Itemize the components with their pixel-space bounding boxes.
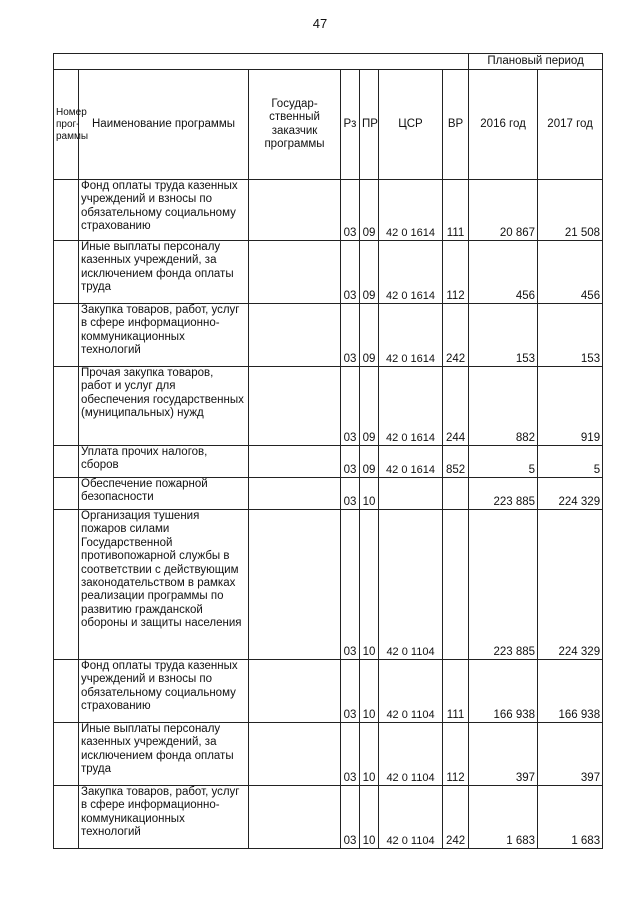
program-number-cell <box>54 180 79 241</box>
row-amount-2017: 166 938 <box>538 660 603 723</box>
row-amount-2017: 21 508 <box>538 180 603 241</box>
customer-cell <box>249 241 341 304</box>
row-pr: 09 <box>360 367 379 446</box>
row-amount-2016: 1 683 <box>469 786 538 849</box>
row-amount-2017: 224 329 <box>538 478 603 510</box>
table-row <box>54 446 603 478</box>
row-amount-2017: 397 <box>538 723 603 786</box>
program-number-cell <box>54 478 79 510</box>
header-rz: Рз <box>341 70 360 180</box>
budget-table <box>53 53 603 849</box>
row-pr: 10 <box>360 660 379 723</box>
row-name: Иные выплаты персоналу казенных учреждений, за исключением фонда оплаты труда <box>79 241 249 304</box>
row-csr: 42 0 1614 <box>379 241 443 304</box>
row-name: Фонд оплаты труда казенных учреждений и взносы по обязательному социальному страхованию <box>79 660 249 723</box>
row-rz: 03 <box>341 241 360 304</box>
table-row <box>54 367 603 446</box>
customer-cell <box>249 786 341 849</box>
row-amount-2016: 166 938 <box>469 660 538 723</box>
row-amount-2016: 223 885 <box>469 510 538 660</box>
header-pr: ПР <box>360 70 379 180</box>
table-row <box>54 241 603 304</box>
customer-cell <box>249 660 341 723</box>
row-amount-2017: 153 <box>538 304 603 367</box>
customer-cell <box>249 478 341 510</box>
row-name: Уплата прочих налогов, сборов <box>79 446 249 478</box>
row-amount-2016: 397 <box>469 723 538 786</box>
row-rz: 03 <box>341 367 360 446</box>
row-csr: 42 0 1614 <box>379 180 443 241</box>
row-pr: 09 <box>360 180 379 241</box>
row-amount-2016: 223 885 <box>469 478 538 510</box>
row-csr: 42 0 1614 <box>379 304 443 367</box>
row-vr <box>443 510 469 660</box>
row-pr: 10 <box>360 478 379 510</box>
customer-cell <box>249 304 341 367</box>
row-name: Фонд оплаты труда казенных учреждений и взносы по обязательному социальному страхованию <box>79 180 249 241</box>
customer-cell <box>249 180 341 241</box>
program-number-cell <box>54 786 79 849</box>
row-amount-2016: 882 <box>469 367 538 446</box>
page-number: 47 <box>312 16 328 31</box>
row-rz: 03 <box>341 660 360 723</box>
row-vr: 111 <box>443 180 469 241</box>
row-rz: 03 <box>341 786 360 849</box>
row-vr <box>443 478 469 510</box>
table-row <box>54 478 603 510</box>
header-csr: ЦСР <box>379 70 443 180</box>
row-pr: 10 <box>360 723 379 786</box>
header-year-2016: 2016 год <box>469 70 538 180</box>
header-blank <box>54 54 469 70</box>
row-csr: 42 0 1104 <box>379 786 443 849</box>
row-pr: 09 <box>360 304 379 367</box>
row-csr: 42 0 1104 <box>379 510 443 660</box>
row-pr: 09 <box>360 241 379 304</box>
row-vr: 244 <box>443 367 469 446</box>
header-planning-period: Плановый период <box>469 54 603 70</box>
table-row <box>54 180 603 241</box>
table-row <box>54 723 603 786</box>
program-number-cell <box>54 446 79 478</box>
row-name: Закупка товаров, работ, услуг в сфере информационно-коммуникационных технологий <box>79 786 249 849</box>
program-number-cell <box>54 241 79 304</box>
row-name: Закупка товаров, работ, услуг в сфере информационно-коммуникационных технологий <box>79 304 249 367</box>
row-amount-2017: 1 683 <box>538 786 603 849</box>
row-vr: 111 <box>443 660 469 723</box>
customer-cell <box>249 510 341 660</box>
table-row <box>54 304 603 367</box>
row-rz: 03 <box>341 723 360 786</box>
row-csr: 42 0 1614 <box>379 367 443 446</box>
row-rz: 03 <box>341 478 360 510</box>
table-row <box>54 786 603 849</box>
program-number-cell <box>54 304 79 367</box>
row-vr: 112 <box>443 723 469 786</box>
row-csr <box>379 478 443 510</box>
header-program-number: Номер прог-раммы <box>54 70 79 180</box>
row-amount-2016: 5 <box>469 446 538 478</box>
row-name: Организация тушения пожаров силами Государственной противопожарной службы в соответствии с действующим законодательством в рамках реализации программы по развитию гражданской обороны и защиты населения <box>79 510 249 660</box>
row-name: Иные выплаты персоналу казенных учреждений, за исключением фонда оплаты труда <box>79 723 249 786</box>
row-name: Обеспечение пожарной безопасности <box>79 478 249 510</box>
row-csr: 42 0 1614 <box>379 446 443 478</box>
header-vr: ВР <box>443 70 469 180</box>
table-row <box>54 510 603 660</box>
row-csr: 42 0 1104 <box>379 723 443 786</box>
program-number-cell <box>54 723 79 786</box>
customer-cell <box>249 723 341 786</box>
row-rz: 03 <box>341 510 360 660</box>
row-amount-2016: 153 <box>469 304 538 367</box>
row-name: Прочая закупка товаров, работ и услуг для обеспечения государственных (муниципальных) нужд <box>79 367 249 446</box>
row-rz: 03 <box>341 304 360 367</box>
row-amount-2017: 456 <box>538 241 603 304</box>
header-program-name: Наименование программы <box>79 70 249 180</box>
table-row <box>54 660 603 723</box>
program-number-cell <box>54 510 79 660</box>
customer-cell <box>249 446 341 478</box>
table-header <box>54 54 603 180</box>
row-amount-2017: 919 <box>538 367 603 446</box>
row-vr: 242 <box>443 786 469 849</box>
header-year-2017: 2017 год <box>538 70 603 180</box>
row-amount-2016: 456 <box>469 241 538 304</box>
row-rz: 03 <box>341 180 360 241</box>
row-amount-2017: 5 <box>538 446 603 478</box>
row-amount-2017: 224 329 <box>538 510 603 660</box>
program-number-cell <box>54 367 79 446</box>
row-amount-2016: 20 867 <box>469 180 538 241</box>
header-state-customer: Государ-ственный заказчик программы <box>249 70 341 180</box>
program-number-cell <box>54 660 79 723</box>
row-pr: 10 <box>360 786 379 849</box>
row-rz: 03 <box>341 446 360 478</box>
row-vr: 852 <box>443 446 469 478</box>
customer-cell <box>249 367 341 446</box>
row-vr: 242 <box>443 304 469 367</box>
row-csr: 42 0 1104 <box>379 660 443 723</box>
table-body <box>54 180 603 849</box>
row-pr: 09 <box>360 446 379 478</box>
row-vr: 112 <box>443 241 469 304</box>
row-pr: 10 <box>360 510 379 660</box>
